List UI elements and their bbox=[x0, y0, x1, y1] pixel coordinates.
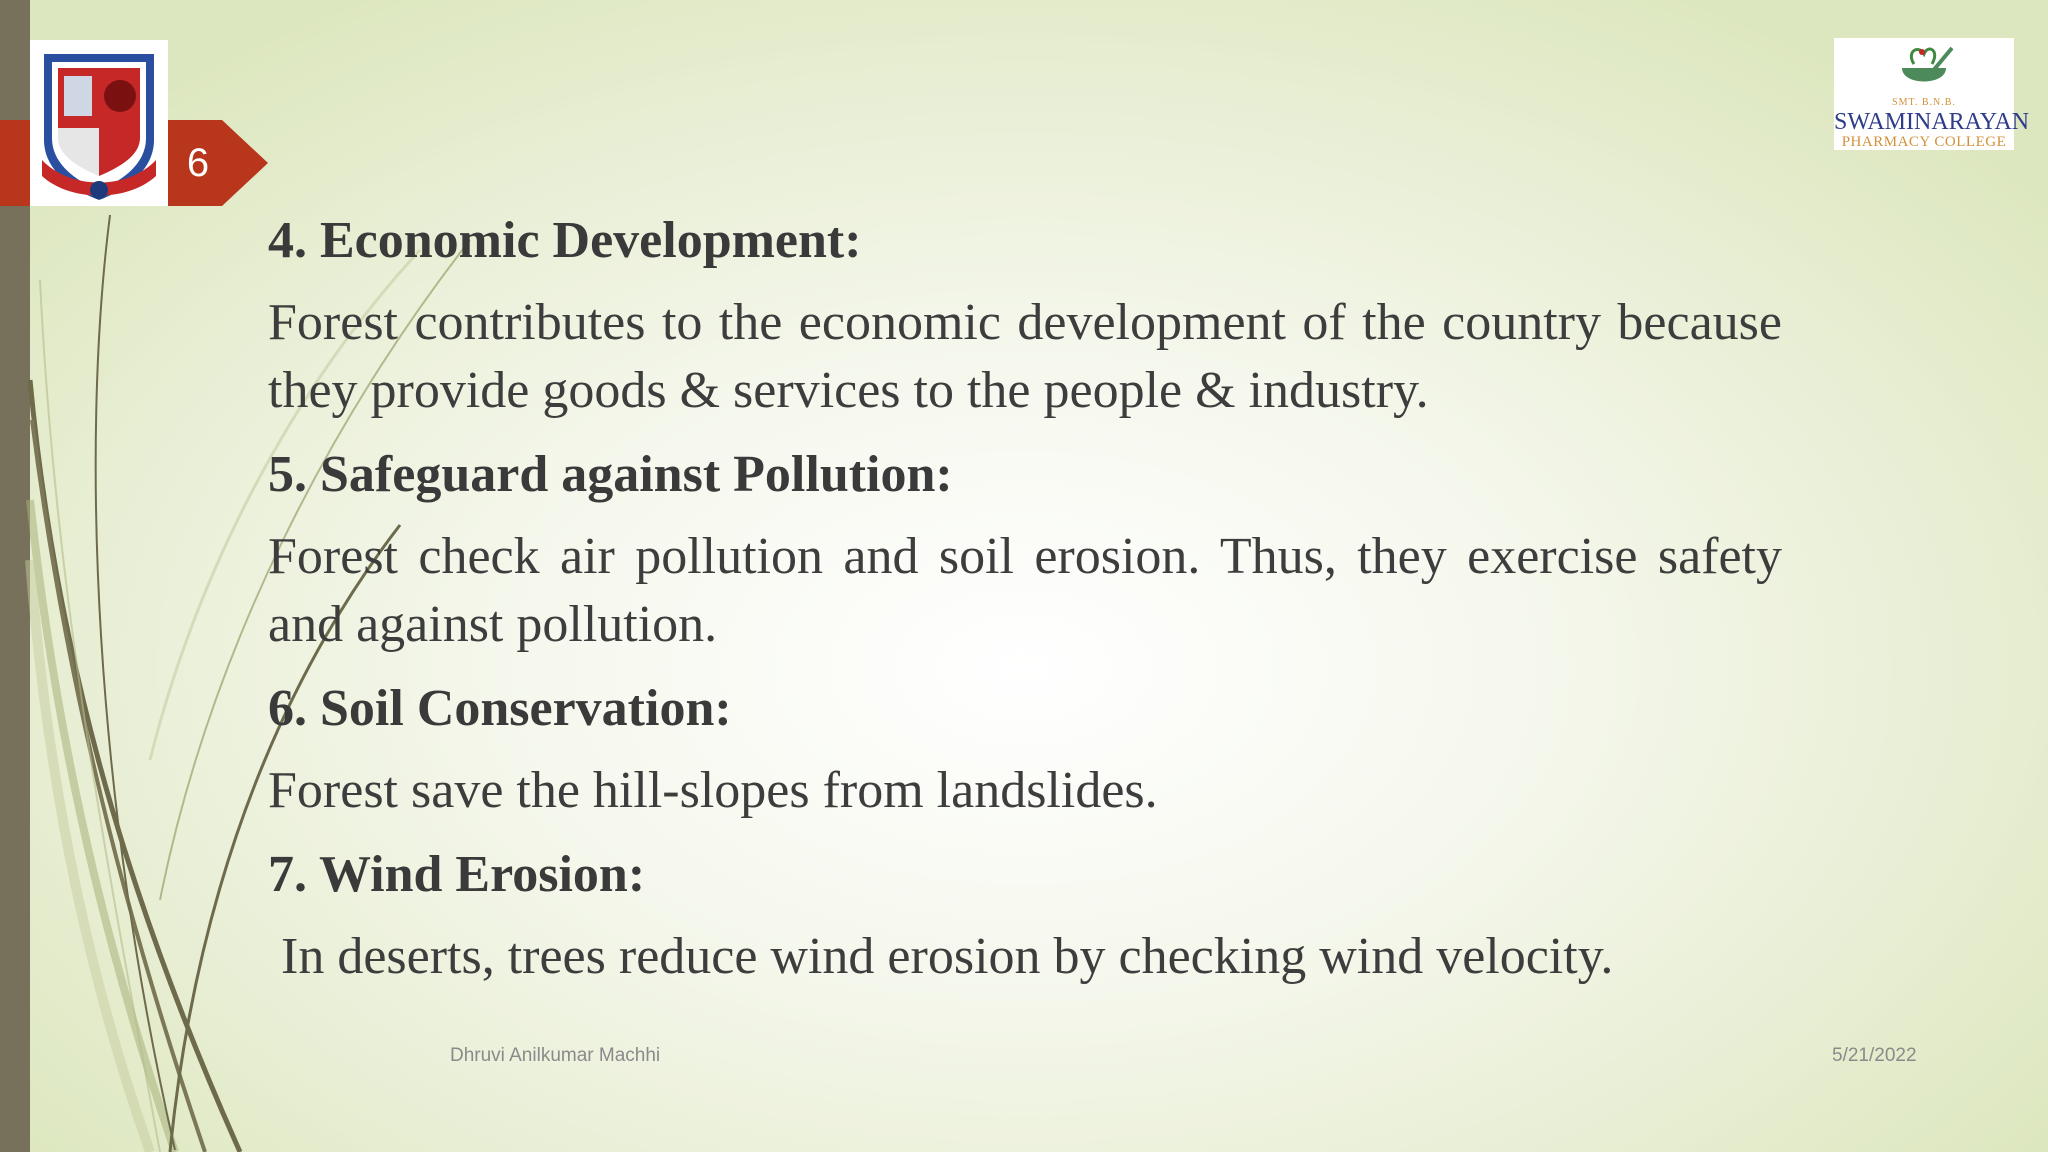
slide-number: 6 bbox=[186, 141, 210, 185]
section-text-wind-erosion: In deserts, trees reduce wind erosion by checking wind velocity. bbox=[268, 928, 1614, 985]
college-logo bbox=[1834, 38, 2030, 150]
section-text-soil-conservation: Forest save the hill-slopes from landslides. bbox=[268, 762, 1158, 819]
footer-date: 5/21/2022 bbox=[1832, 1045, 1917, 1066]
section-heading-safeguard-pollution: 5. Safeguard against Pollution: bbox=[268, 446, 953, 503]
university-logo bbox=[30, 40, 168, 206]
university-crest-icon bbox=[30, 40, 168, 206]
section-heading-soil-conservation: 6. Soil Conservation: bbox=[268, 680, 732, 737]
section-text-economic-development: Forest contributes to the economic development of the country because they provide goods & services to the people & industry. bbox=[268, 294, 1782, 419]
footer-author: Dhruvi Anilkumar Machhi bbox=[450, 1045, 661, 1066]
section-text-safeguard-pollution: Forest check air pollution and soil erosion. Thus, they exercise safety and against pollution. bbox=[268, 528, 1782, 653]
slide-content bbox=[268, 205, 1782, 1005]
college-logo-small-text: SMT. B.N.B. bbox=[1892, 97, 1956, 108]
section-heading-wind-erosion: 7. Wind Erosion: bbox=[268, 846, 646, 903]
mortar-pestle-icon bbox=[1834, 38, 2014, 98]
college-logo-name: SWAMINARAYAN bbox=[1834, 109, 2030, 135]
college-logo-subtitle: PHARMACY COLLEGE bbox=[1841, 134, 2007, 150]
section-heading-economic-development: 4. Economic Development: bbox=[268, 212, 862, 269]
